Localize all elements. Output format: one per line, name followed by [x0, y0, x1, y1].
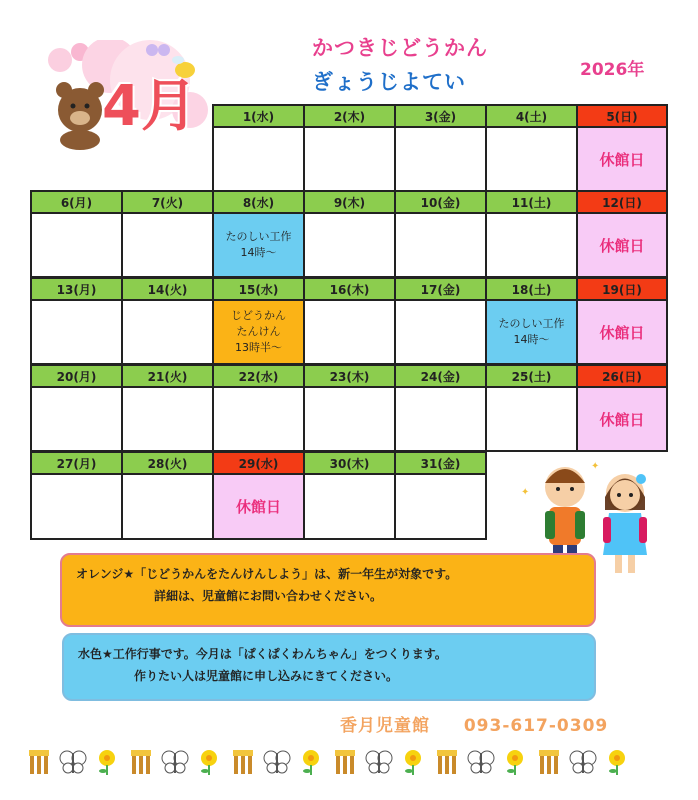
svg-text:✦: ✦	[591, 461, 600, 472]
day-cell	[303, 473, 396, 540]
year-label: 2026年	[580, 60, 645, 80]
day-header: 17(金)	[394, 277, 487, 301]
day-header: 6(月)	[30, 190, 123, 214]
day-cell	[30, 299, 123, 365]
day-cell	[394, 473, 487, 540]
butterfly-icon	[364, 747, 394, 777]
bee-icon	[432, 747, 462, 777]
day-cell	[303, 386, 396, 452]
day-header: 23(木)	[303, 364, 396, 388]
day-cell	[212, 386, 305, 452]
event-cell-craft: たのしい工作 14時～	[485, 299, 578, 365]
note-blue-line2: 作りたい人は児童館に申し込みにきてください。	[134, 669, 399, 683]
bee-icon	[228, 747, 258, 777]
day-header: 28(火)	[121, 451, 214, 475]
note-blue-line1: 水色★工作行事です。今月は「ぱくぱくわんちゃん」をつくります。	[78, 647, 447, 661]
day-cell	[485, 212, 578, 278]
flower-icon	[602, 747, 632, 777]
day-header-closed: 5(日)	[576, 104, 668, 128]
day-header: 4(土)	[485, 104, 578, 128]
day-header: 24(金)	[394, 364, 487, 388]
butterfly-icon	[160, 747, 190, 777]
day-cell	[303, 299, 396, 365]
closed-day-cell: 休館日	[576, 299, 668, 365]
day-cell	[394, 212, 487, 278]
svg-text:✦: ✦	[521, 487, 530, 498]
flower-icon	[398, 747, 428, 777]
butterfly-icon	[58, 747, 88, 777]
day-header: 2(木)	[303, 104, 396, 128]
day-header: 30(木)	[303, 451, 396, 475]
event-cell-craft: たのしい工作 14時～	[212, 212, 305, 278]
closed-day-cell: 休館日	[576, 386, 668, 452]
note-orange-line2: 詳細は、児童館にお問い合わせください。	[154, 589, 383, 603]
flower-icon	[296, 747, 326, 777]
facility-name: 香月児童館	[340, 716, 430, 736]
day-header-closed: 19(日)	[576, 277, 668, 301]
day-header: 3(金)	[394, 104, 487, 128]
day-header: 7(火)	[121, 190, 214, 214]
note-orange	[60, 553, 596, 627]
day-cell	[30, 386, 123, 452]
day-cell	[212, 126, 305, 192]
bee-icon	[126, 747, 156, 777]
day-header: 16(木)	[303, 277, 396, 301]
note-blue	[62, 633, 596, 701]
day-cell	[30, 473, 123, 540]
day-cell	[121, 212, 214, 278]
day-cell	[303, 126, 396, 192]
day-cell	[30, 212, 123, 278]
day-cell	[485, 386, 578, 452]
day-header: 1(水)	[212, 104, 305, 128]
day-header: 18(土)	[485, 277, 578, 301]
decoration-border	[24, 742, 664, 782]
day-header: 21(火)	[121, 364, 214, 388]
day-header: 11(土)	[485, 190, 578, 214]
bee-icon	[534, 747, 564, 777]
flower-icon	[500, 747, 530, 777]
month-label: 4月	[102, 74, 197, 139]
day-header-closed: 29(水)	[212, 451, 305, 475]
event-cell-explore: じどうかん たんけん 13時半～	[212, 299, 305, 365]
butterfly-icon	[466, 747, 496, 777]
day-cell	[394, 126, 487, 192]
day-header-closed: 12(日)	[576, 190, 668, 214]
phone-number: 093-617-0309	[463, 716, 609, 736]
day-header: 27(月)	[30, 451, 123, 475]
day-header-closed: 26(日)	[576, 364, 668, 388]
day-header: 31(金)	[394, 451, 487, 475]
day-header: 25(土)	[485, 364, 578, 388]
day-header: 14(火)	[121, 277, 214, 301]
day-cell	[394, 386, 487, 452]
closed-day-cell: 休館日	[212, 473, 305, 540]
footer-contact	[340, 711, 608, 736]
title-line2: ぎょうじよてい	[312, 70, 466, 94]
day-header: 10(金)	[394, 190, 487, 214]
day-header: 15(水)	[212, 277, 305, 301]
note-orange-line1: オレンジ★「じどうかんをたんけんしよう」は、新一年生が対象です。	[76, 567, 458, 581]
day-header: 22(水)	[212, 364, 305, 388]
butterfly-icon	[262, 747, 292, 777]
butterfly-icon	[568, 747, 598, 777]
day-header: 9(木)	[303, 190, 396, 214]
title-line1: かつきじどうかん	[312, 36, 488, 60]
closed-day-cell: 休館日	[576, 212, 668, 278]
day-header: 13(月)	[30, 277, 123, 301]
flower-icon	[194, 747, 224, 777]
day-cell	[121, 473, 214, 540]
day-header: 8(水)	[212, 190, 305, 214]
flower-icon	[92, 747, 122, 777]
day-cell	[303, 212, 396, 278]
day-cell	[121, 299, 214, 365]
bee-icon	[330, 747, 360, 777]
day-cell	[121, 386, 214, 452]
day-header: 20(月)	[30, 364, 123, 388]
bee-icon	[24, 747, 54, 777]
closed-day-cell: 休館日	[576, 126, 668, 192]
day-cell	[394, 299, 487, 365]
day-cell	[485, 126, 578, 192]
